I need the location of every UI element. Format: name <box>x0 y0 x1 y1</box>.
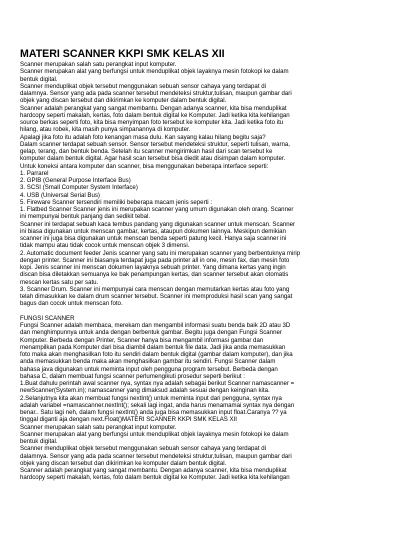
text-line: hardcopy seperti makalah, kertas, foto dalam bentuk digital ke Komputer. Jadi ketika kita kehilangan <box>20 111 290 119</box>
text-line: FUNGSI SCANNER <box>20 314 75 322</box>
document-body <box>20 61 385 482</box>
text-line: tidak mampu atau tidak cocok untuk menscan objek 3 dimensi. <box>20 242 190 250</box>
text-line: Scanner merupakan alat yang berfungsi untuk menduplikat objek layaknya mesin fotokopi ke dalam <box>20 430 289 438</box>
text-line: newScanner(System.in); namascanner yang dimaksud adalah sesuai dengan keinginan kita. <box>20 387 270 395</box>
text-line: objek yang discan tersebut dan dikirimkan ke komputer dalam bentuk digital. <box>20 97 227 105</box>
document-page <box>20 48 385 543</box>
text-line: 5. Fireware Scanner tersendiri memiliki beberapa macam jenis seperti : <box>20 198 213 206</box>
text-line: ini biasa digunakan untuk menscan gambar, kertas, ataupun dokumen lainnya. Meskipun demikian <box>20 227 286 235</box>
text-line: Komputer. Berbeda dengan Printer, Scanner hanya bisa mengambil informasi gambar dan <box>20 336 264 344</box>
text-line: Untuk koneksi antara komputer dan scanner, bisa menggunakan beberapa interface seperti: <box>20 162 269 170</box>
text-line: kopi. Jenis scanner ini menscan dokumen layaknya sebuah printer. Yang dimana kertas yang ingin <box>20 264 286 271</box>
text-line: objek yang discan tersebut dan dikirimkan ke komputer dalam bentuk digital. <box>20 459 227 467</box>
text-line: 2. GPIB (General Purpose Interface Bus) <box>20 177 131 184</box>
text-line: adalah variabel =namascanner.nextInt(); sekali lagi ingat, anda harus menamamai syntax nya dengan <box>20 401 295 409</box>
text-line <box>20 308 385 315</box>
text-line: hardcopy seperti makalah, kertas, foto dalam bentuk digital ke Komputer. Jadi ketika kita kehilangan <box>20 474 290 482</box>
text-line: 3. SCSI (Small Computer System Interface) <box>20 184 138 192</box>
text-line: bagus dan cocok untuk menscan foto. <box>20 300 123 308</box>
text-line: 1. Parrarel <box>20 169 49 177</box>
text-line: 1.Buat dahulu perintah awal scanner nya, syntax nya adalah sebagai berikut Scanner namascanner = <box>20 380 295 387</box>
text-line: bahasa C, dalam membuat fungsi scanner perlumengikuti prosedur seperti berikut : <box>20 372 245 380</box>
text-line: mescan kertas satu per satu. <box>20 278 99 286</box>
text-line: 2.Selanjutnya kita akan membuat fungsi nextInt() untuk meminta input dari pengguna, syntax nya <box>20 394 282 402</box>
document-title: MATERI SCANNER KKPI SMK KELAS XII <box>20 48 225 60</box>
text-line: benar.. Satu lagi neh, dalam fungsi nextInt() anda juga bisa memasukkan input float.Caranya ?? ya <box>20 409 287 416</box>
text-line: dan menghimpunnya untuk anda dengan berbentuk gambar. Begitu juga dengan Fungsi Scanner <box>20 329 282 337</box>
text-line: tinggal diganti aja dengan next.Float()MATERI SCANNER KKPI SMK KELAS XII <box>20 416 237 424</box>
text-line: bahasa java digunakan untuk meminta input oleh pengguna program tersebut. Berbeda dengan <box>20 365 278 373</box>
text-line: 4. USB (Universal Serial Bus) <box>20 191 100 199</box>
text-line: foto maka akan menghasilkan foto itu sendiri dalam bentuk digital (gambar dalam komputer), dan jika <box>20 351 293 358</box>
text-line: ini mempunyai bentuk panjang dan sedikit tebal. <box>20 213 151 221</box>
text-line: Dalam scanner terdapat sebuah sensor. Sensor tersebut mendeteksi struktur, seperti tulisan, warna, <box>20 140 290 148</box>
text-line: 3. Scanner Drum. Scanner ini mempunyai cara menscan dengan memutarkan kertas atau foto yang <box>20 285 290 293</box>
text-line: Apalagi jika foto itu adalah foto kenangan masa dulu. Kan sayang kalau hilang begitu saja? <box>20 133 266 141</box>
text-line: 2. Automatic document feeder Jenis scanner yang satu ini merupakan scanner yang berbentuknya mirip <box>20 249 301 257</box>
text-line: komputer dalam bentuk digital. Agar hasil scan tersebut bisa diedit atau disimpan dalam komputer. <box>20 155 286 163</box>
text-line: discan bisa diletakkan semuanya ke bak penampungan kertas, dan scanner tersebut akan otomatis <box>20 271 289 279</box>
text-line: dengan printer. Scanner ini biasanya terdapat juga pada printer all in one, mesin fax, dan mesin foto <box>20 256 290 264</box>
text-line: menampilkan pada Komputer dari bisa diambil dalam bentuk file data. Jadi jika anda memasukkan <box>20 343 286 351</box>
text-line: 1. Flatbed Scanner Scanner jenis ini merupakan scanner yang umum digunakan oleh orang. Scanner <box>20 206 294 213</box>
text-line: Scanner menduplikat objek tersebut menggunakan sebuah sensor cahaya yang terdapat di <box>20 445 266 453</box>
text-line: dalamnya. Sensor yang ada pada scanner tersebut mendeteksi struktur,tulisan, maupun gambar dari <box>20 452 292 460</box>
text-line: Scanner menduplikat objek tersebut menggunakan sebuah sensor cahaya yang terdapat di <box>20 82 266 90</box>
text-line: Scanner merupakan salah satu perangkat input komputer. <box>20 61 177 68</box>
text-line: scanner ini juga bisa digunakan untuk menscan benda seperti patung kecil. Hanya saja scanner ini <box>20 235 287 242</box>
text-line: Fungsi Scanner adalah membaca, merekam dan mengambil informasi suatu benda baik 2D atau 3D <box>20 322 291 329</box>
text-line: Scanner merupakan salah satu perangkat input komputer. <box>20 423 177 431</box>
text-line: source berkas seperti foto, kita bisa menyimpan foto tersebut ke komputer kita. Jadi ketika foto itu <box>20 119 284 126</box>
text-line: anda memasukkan benda maka akan menghasilkan gambar itu sendiri. Fungsi Scanner dalam <box>20 358 276 366</box>
text-line: Scanner ini terdapat sebuah kaca tembus pandang yang digunakan scanner untuk menscan. Scanner <box>20 220 296 228</box>
text-line: Scanner merupakan alat yang berfungsi untuk menduplikat objek layaknya mesin fotokopi ke dalam <box>20 68 289 76</box>
text-line: Scanner adalah perangkat yang sangat membantu. Dengan adanya scanner, kita bisa menduplikat <box>20 104 287 112</box>
text-line: bentuk digital. <box>20 75 58 83</box>
text-line: gelap, terang, dan bentuk benda. Setelah itu scanner mengirimkan hasil dari scan tersebut ke <box>20 148 273 155</box>
text-line: bentuk digital. <box>20 438 58 445</box>
text-line: dalamnya. Sensor yang ada pada scanner tersebut mendeteksi struktur,tulisan, maupun gambar dari <box>20 90 292 97</box>
text-line: telah dimasukkan ke dalam drum scanner tersebut. Scanner ini memproduksi hasil scan yang sangat <box>20 293 293 300</box>
text-line: Scanner adalah perangkat yang sangat membantu. Dengan adanya scanner, kita bisa menduplikat <box>20 467 287 474</box>
text-line: hilang, atau robek, kita masih punya simpanannya di komputer. <box>20 126 191 134</box>
